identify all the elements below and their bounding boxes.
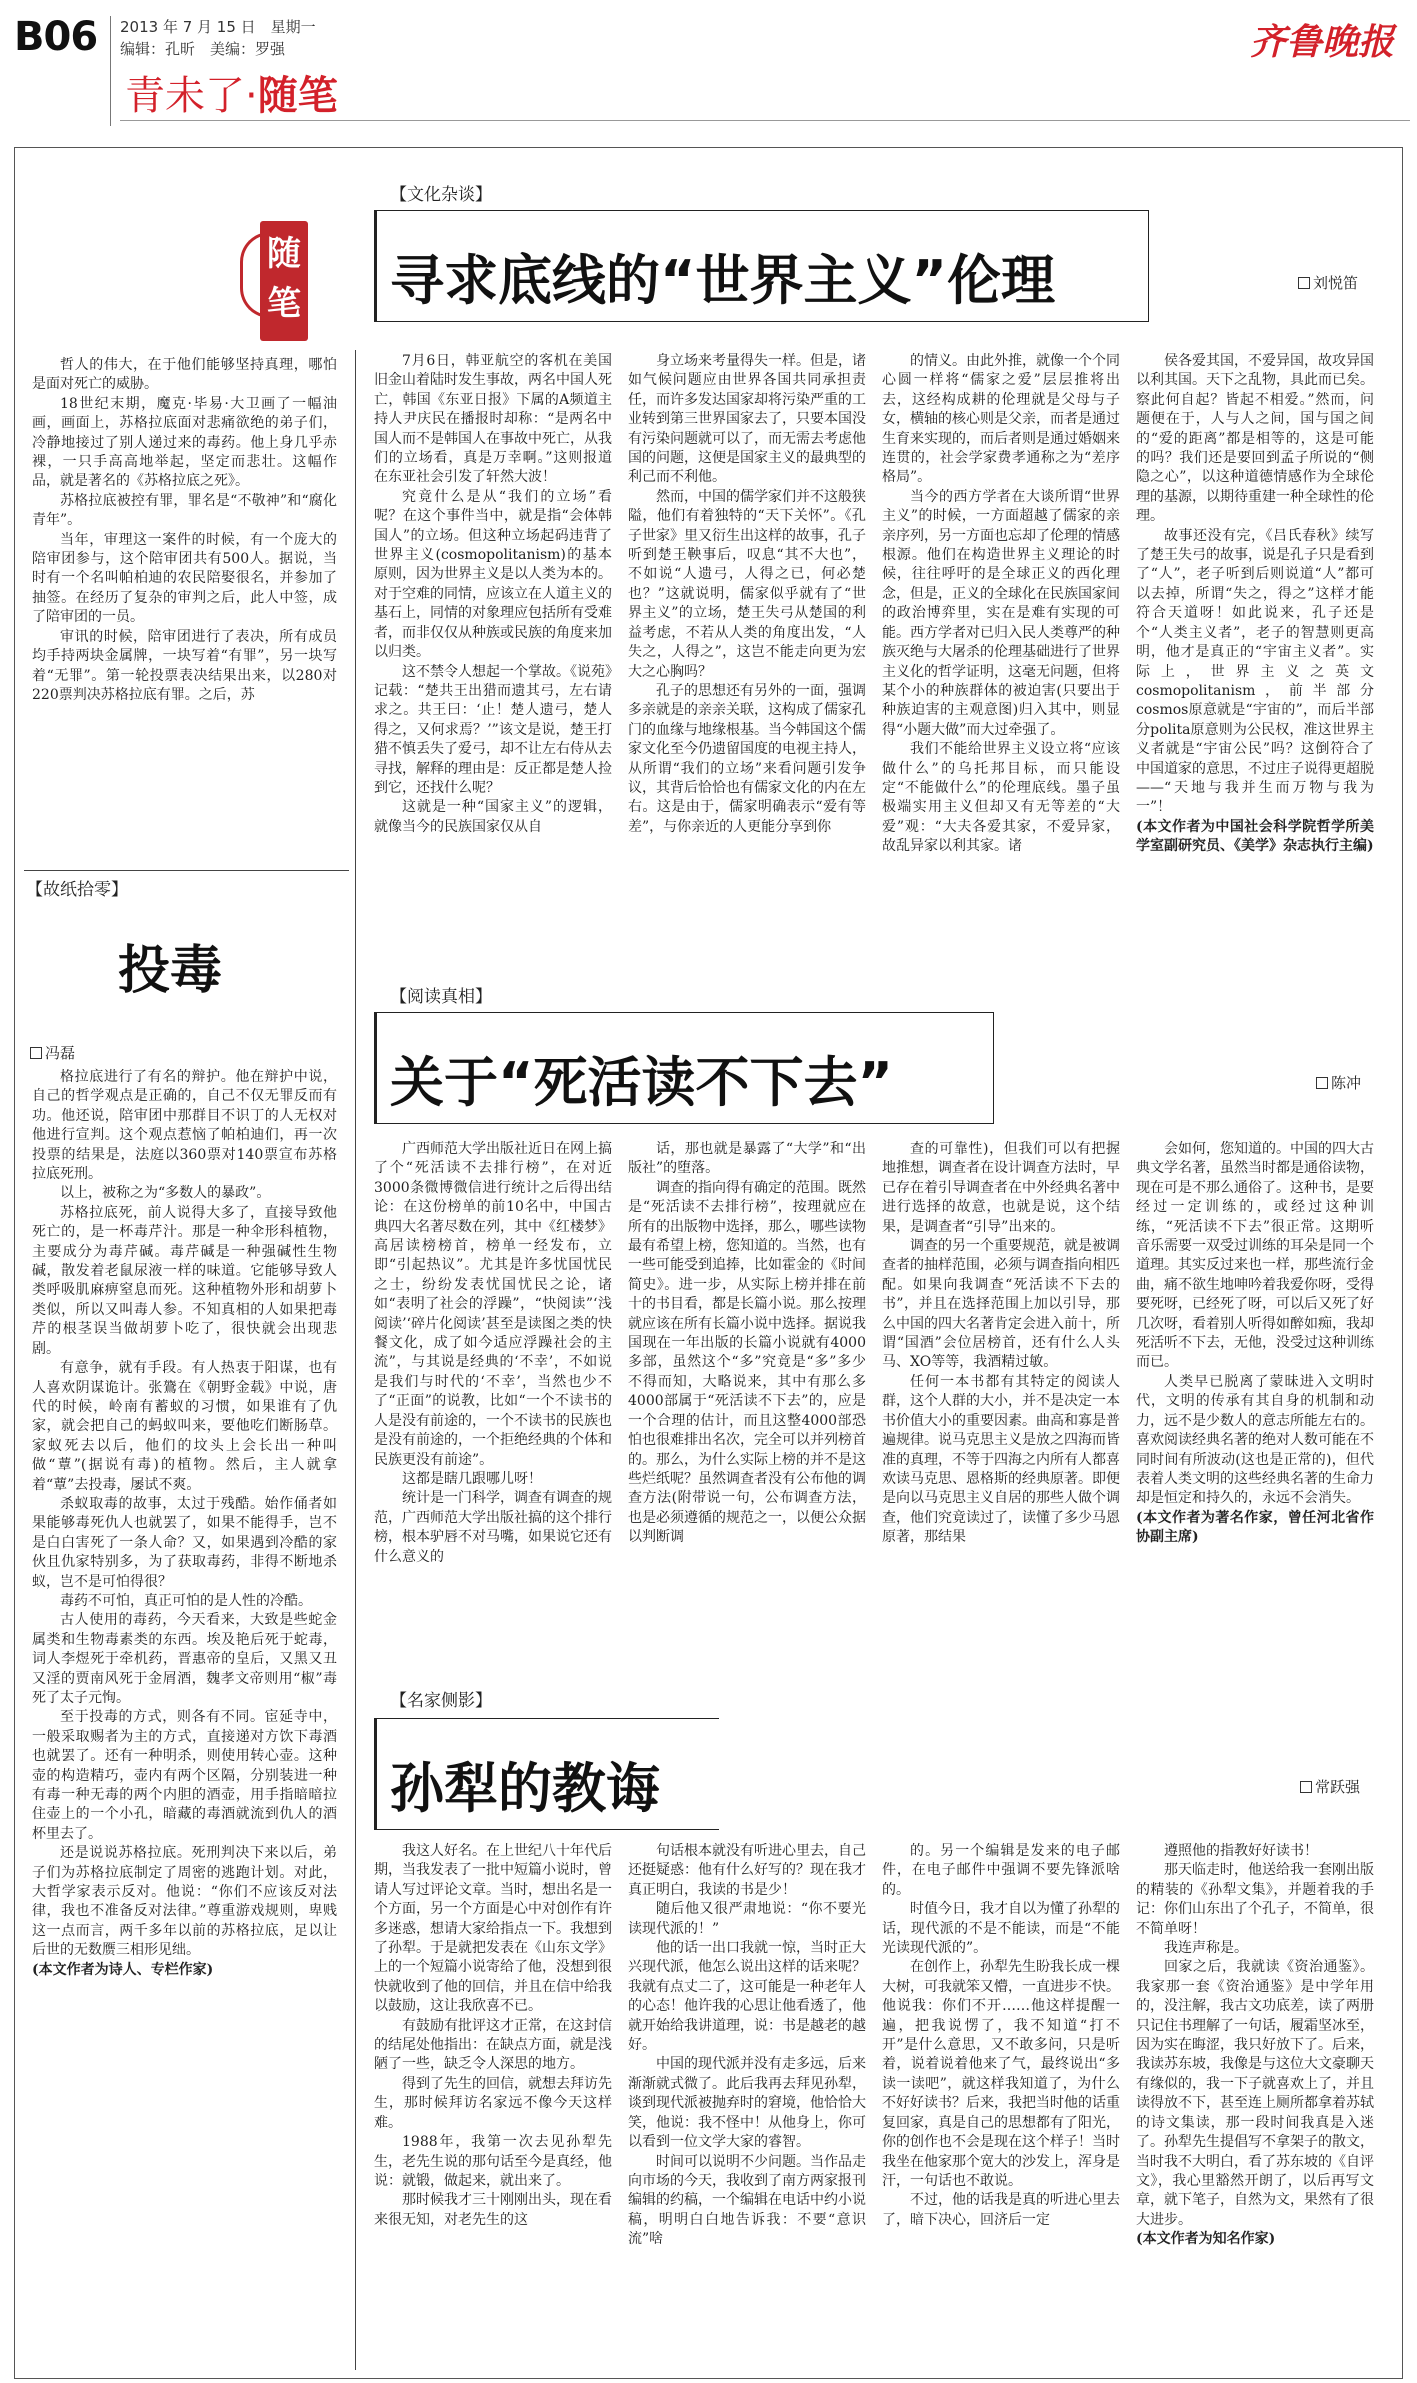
sunli-col-3: 的。另一个编辑是发来的电子邮件，在电子邮件中强调不要先锋派啥的。 时值今日，我才自以为懂了孙犁的话，现代派的不是不能读，而是“不能光读现代派的”。 在创作上，孙犁先生盼我长成一棵大树，可我就笨又懵，一直进步不快。他说我：你们不开……他这样提醒一遍，把我说愣了，我不知道“打不开”是什么意思，又不敢多问，只是听着，说着说着他来了气，最终说出“多读一读吧”，就这样我知道了，为什么不好好读书？后来，我把当时他的话重复回家，真是自己的思想都有了阳光，你的创作也不会是现在这个样子！当时我坐在他家那个宽大的沙发上，浑身是汗，一句话也不敢说。 不过，他的话我是真的听进心里去了，暗下决心，回济后一定: [882, 1843, 1120, 2228]
sunli-col-2: 句话根本就没有听进心里去，自己还挺疑惑：他有什么好写的？现在我才真正明白，我读的书是少！ 随后他又很严肃地说：“你不要光读现代派的！” 他的话一出口我就一惊，当时正大兴现代派，他怎么说出这样的话来呢？我就有点丈二了，这可能是一种老年人的心态！他许我的心思让他看透了，他就开始给我讲道理，说：书是越老的越好。 中国的现代派并没有走多远，后来渐渐就式微了。此后我再去拜见孙犁，谈到现代派被抛弃时的窘境，他恰恰大笑，他说：我不怪中！从他身上，你可以看到一位文学大家的睿智。 时间可以说明不少问题。当作品走向市场的今天，我收到了南方两家报刊编辑的约稿，一个编辑在电话中约小说稿，明明白白地告诉我：不要“意识流”啥: [628, 1843, 866, 2248]
left-column-divider: [355, 350, 356, 2370]
sunli-col-4: 遵照他的指教好好读书！ 那天临走时，他送给我一套刚出版的精装的《孙犁文集》，并题着我的手记：你们山东出了个孔子，不简单，很不简单呀！ 我连声称是。 回家之后，我就读《资治通鉴》。我家那一套《资治通鉴》是中学年用的，没注解，我古文功底差，读了两册只记住书理解了一句话，履霜坚冰至，因为实在晦涩，我只好放下了。后来，我读苏东坡，我像是与这位大文豪聊天有缘似的，我一下子就喜欢上了，并且读得放不下，甚至连上厕所都拿着苏轼的诗文集读，那一段时间我真是入迷了。孙犁先生提倡写不拿架子的散文，当时我不大明白，看了苏东坡的《自评文》，我心里豁然开朗了，以后再写文章，就下笔子，自然为文，果然有了很大进步。 (本文作者为知名作家): [1136, 1843, 1374, 2248]
poison-tag: 【故纸拾零】: [26, 880, 128, 900]
reading-col-1: 广西师范大学出版社近日在网上搞了个“死活读不去排行榜”，在对近3000条微博微信进行统计之后得出结论：在这份榜单的前10名中，中国古典四大名著尽数在列，其中《红楼梦》高居读榜榜首，榜单一经发布，立即“引起热议”。尤其是许多忧国忧民之士，纷纷发表忧国忧民之论，诸如“表明了社会的浮躁”，“快阅读”‘浅阅读’‘碎片化阅读’甚至是读图之类的快餐文化，成了如今适应浮躁社会的主流”，与其说是经典的‘不幸’，不如说是我们与时代的‘不幸’，当然也少不了“正面”的说教，比如“一个不读书的人是没有前途的，一个不读书的民族也是没有前途的，一个拒绝经典的个体和民族更没有前途”。 这都是瞎几跟哪儿呀！ 统计是一门科学，调查有调查的规范，广西师范大学出版社搞的这个排行榜，根本驴唇不对马嘴，如果说它还有什么意义的: [374, 1141, 612, 1565]
world-title: 寻求底线的“世界主义”伦理: [390, 249, 1055, 312]
reading-author: 陈冲: [1316, 1072, 1361, 1093]
world-tag: 【文化杂谈】: [390, 185, 492, 205]
poison-article-body: 格拉底进行了有名的辩护。他在辩护中说，自己的哲学观点是正确的，自己不仅无罪反而有功。他还说，陪审团中那群目不识丁的人无权对他进行宣判。这个观点惹恼了帕柏迪们，再一次投票的结果是，法庭以360票对140票宣布苏格拉底死刑。 以上，被称之为“多数人的暴政”。 苏格拉底死，前人说得大多了，直接导致他死亡的，是一杯毒芹汁。那是一种伞形科植物，主要成分为毒芹碱。毒芹碱是一种强碱性生物碱，散发着老鼠尿液一样的味道。它能够导致人类呼吸肌麻痹窒息而死。这种植物外形和胡萝卜类似，所以又叫毒人参。不知真相的人如果把毒芹的根茎误当做胡萝卜吃了，很快就会出现悲剧。 有意争，就有手段。有人热衷于阳谋，也有人喜欢阴谋诡计。张鷟在《朝野金载》中说，唐代的时候，岭南有蓄蚁的习惯，如果谁有了仇家，就会把自己的蚂蚁叫来，要他吃们断肠草。家蚁死去以后，他们的坟头上会长出一种叫做“蕈”(据说有毒)的植物。然后，主人就拿着“蕈”去投毒，屡试不爽。 杀蚁取毒的故事，太过于残酷。始作俑者如果能够毒死仇人也就罢了，如果不能得手，岂不是白白害死了一条人命？又，如果遇到冷酷的家伙且仇家特别多，为了获取毒药，非得不断地杀蚁，岂不是可怕得很？ 毒药不可怕，真正可怕的是人性的冷酷。 古人使用的毒药，今天看来，大致是些蛇金属类和生物毒素类的东西。埃及艳后死于蛇毒，词人李煜死于牵机药，晋惠帝的皇后，又黑又丑又淫的贾南风死于金屑酒，魏孝文帝则用“椒”毒死了太子元恂。 至于投毒的方式，则各有不同。宦延寺中，一般采取赐者为主的方式，直接递对方饮下毒酒也就罢了。还有一种明杀，则使用转心壶。这种壶的构造精巧，壶内有两个区隔，分别装进一种有毒一种无毒的两个内胆的酒壶，用手指暗暗拉住壶上的一个小孔，暗藏的毒酒就流到仇人的酒杯里去了。 还是说说苏格拉底。死刑判决下来以后，弟子们为苏格拉底制定了周密的逃跑计划。对此，大哲学家表示反对。他说：“你们不应该反对法律，我也不准备反对法律。”尊重游戏规则，卑贱这一点而言，两千多年以前的苏格拉底，足以让后世的无数赝三相形见绌。 (本文作者为诗人、专栏作家): [32, 1069, 337, 1978]
poison-author: 冯磊: [30, 1042, 75, 1063]
reading-col-2: 话，那也就是暴露了“大学”和“出版社”的堕落。 调查的指向得有确定的范围。既然是“死活读不去排行榜”，按理就应在所有的出版物中选择，那么，哪些读物最有希望上榜，您知道的。当然，也有一些可能受到追捧，比如霍金的《时间简史》。进一步，从实际上榜并排在前十的书目看，都是长篇小说。那么按理就应该在所有长篇小说中选择。据说我国现在一年出版的长篇小说就有4000多部，虽然这个“多”究竟是“多”多少不得而知，大略说来，其中有那么多4000部属于“死活读不下去”的，应是一个合理的估计，而且这整4000部恐怕也很难排出名次，完全可以并列榜首的。那么，为什么实际上榜的并不是这些烂纸呢？虽然调查者没有公布他的调查方法(附带说一句，公布调查方法，也是必须遵循的规范之一，以便公众据以判断调: [628, 1141, 866, 1546]
reading-tag: 【阅读真相】: [390, 987, 492, 1007]
page-code: B06: [14, 14, 98, 60]
world-col-2: 身立场来考量得失一样。但是，诸如气候问题应由世界各国共同承担责任，而许多发达国家却将污染严重的工业转到第三世界国家去了，只要本国没有污染问题就可以了，而无需去考虑他国的问题，这便是国家主义的最典型的利己而不利他。 然而，中国的儒学家们并不这般狭隘，他们有着独特的“天下关怀”。《孔子世家》里又衍生出这样的故事，孔子听到楚王鞅事后，叹息“其不大也”，不如说“人遗弓，人得之已，何必楚也？”这就说明，儒家似乎就有了“世界主义”的立场，楚王失弓从楚国的利益考虑，不若从人类的角度出发，“人失之，人得之”，这岂不能走向更为宏大之心胸吗？ 孔子的思想还有另外的一面，强调多亲就是的亲亲关联，这构成了儒家孔门的血缘与地缘根基。当今韩国这个儒家文化至今仍遗留国度的电视主持人，从所谓“我们的立场”来看问题引发争议，其背后恰恰也有儒家文化的内在左右。这是由于，儒家明确表示“爱有等差”，与你亲近的人更能分享到你: [628, 353, 866, 835]
sunli-title: 孙犁的教诲: [390, 1757, 660, 1820]
sunli-author: 常跃强: [1300, 1776, 1360, 1797]
world-col-4: 侯各爱其国，不爱异国，故攻异国以利其国。天下之乱物，具此而已矣。察此何自起？皆起不相爱。”然而，问题便在于，人与人之间，国与国之间的“爱的距离”都是相等的，这是可能的吗？我们还是要回到孟子所说的“侧隐之心”，以这种道德情感作为全球伦理的基源，以期待重建一种全球性的伦理。 故事还没有完，《吕氏春秋》续写了楚王失弓的故事，说是孔子只是看到了“人”，老子听到后则说道“人”都可以去掉，所谓“失之，得之”这样才能符合天道呀！如此说来，孔子还是个“人类主义者”，老子的智慧则更高明，他才是真正的“宇宙主义者”。实际上，世界主义之英文cosmopolitanism，前半部分cosmos原意就是“宇宙的”，而后半部分polita原意则为公民权，准这世界主义者就是“宇宙公民”吗？这倒符合了中国道家的意思，不过庄子说得更超脱——“天地与我并生而万物与我为一”！ (本文作者为中国社会科学院哲学所美学室副研究员、《美学》杂志执行主编): [1136, 353, 1374, 855]
suibi-seal: 随 笔: [260, 221, 308, 341]
sunli-col-1: 我这人好名。在上世纪八十年代后期，当我发表了一批中短篇小说时，曾请人写过评论文章。当时，想出名是一个方面，另一个方面是心中对创作有许多迷惑，想请大家给指点一下。我想到了孙犁。于是就把发表在《山东文学》上的一个短篇小说寄给了他，没想到很快就收到了他的回信，并且在信中给我以鼓励，这让我欣喜不已。 有鼓励有批评这才正常，在这封信的结尾处他指出：在缺点方面，就是浅陋了一些，缺乏令人深思的地方。 得到了先生的回信，就想去拜访先生，那时候拜访名家远不像今天这样难。 1988年，我第一次去见孙犁先生，老先生说的那句话至今是真经，他说：就锻，做起来，就出来了。 那时候我才三十刚刚出头，现在看来很无知，对老先生的这: [374, 1843, 612, 2228]
date-line: 2013 年 7 月 15 日 星期一: [120, 18, 316, 36]
header-rule: [120, 120, 1410, 121]
newspaper-brand-logo: 齐鲁晚报: [1250, 21, 1395, 63]
reading-col-3: 查的可靠性)，但我们可以有把握地推想，调查者在设计调查方法时，早已存在着引导调查者在中外经典名著中进行选择的故意，也就是说，这个结果，是调查者“引导”出来的。 调查的另一个重要规范，就是被调查者的抽样范围，必须与调查指向相匹配。如果向我调查“死活读不下去的书”，并且在选择范围上加以引导，那么中国的四大名著肯定会进入前十，所谓“国酒”会位居榜首，还有什么人头马、XO等等，我酒精过敏。 任何一本书都有其特定的阅读人群，这个人群的大小，并不是决定一本书价值大小的重要因素。曲高和寡是普遍规律。说马克思主义是放之四海而皆准的真理，不等于四海之内所有人都喜欢读马克思、恩格斯的经典原著。即便是向以马克思主义自居的那些人做个调查，他们究竟读过了，读懂了多少马恩原著，那结果: [882, 1141, 1120, 1546]
poison-article-top: 哲人的伟大，在于他们能够坚持真理，哪怕是面对死亡的威胁。 18世纪末期，魔克·毕易·大卫画了一幅油画，画面上，苏格拉底面对悲痛欲绝的弟子们，冷静地接过了别人递过来的毒药。他上身几乎赤裸，一只手高高地举起，坚定而悲壮。这幅作品，就是著名的《苏格拉底之死》。 苏格拉底被控有罪，罪名是“不敬神”和“腐化青年”。 当年，审理这一案件的时候，有一个庞大的陪审团参与，这个陪审团共有500人。据说，当时有一个名叫帕柏迪的农民陪娶很名，并参加了抽签。在经历了复杂的审判之后，此人中签，成了陪审团的一员。 审讯的时候，陪审团进行了表决，所有成员均手持两块金属牌，一块写着“有罪”，另一块写着“无罪”。第一轮投票表决结果出来，以280对220票判决苏格拉底有罪。之后，苏: [32, 357, 337, 703]
section-title: [125, 64, 338, 121]
poison-rule: [24, 870, 349, 871]
header-divider: [110, 16, 111, 126]
world-author: 刘悦笛: [1298, 272, 1358, 293]
reading-title: 关于“死活读不下去”: [390, 1051, 893, 1114]
poison-title: 投毒: [118, 941, 223, 1001]
sunli-tag: 【名家侧影】: [390, 1691, 492, 1711]
world-col-1: 7月6日，韩亚航空的客机在美国旧金山着陆时发生事故，两名中国人死亡，韩国《东亚日报》下属的A频道主持人尹庆民在播报时却称：“是两名中国人而不是韩国人在事故中死亡，从我们的立场看，真是万幸啊。”这则报道在东亚社会引发了轩然大波！ 究竟什么是从“我们的立场”看呢？在这个事件当中，就是指“会体韩国人”的立场。但这种立场起码违背了世界主义(cosmopolitanism)的基本原则，因为世界主义是以人类为本的。对于空难的同情，应该立在人道主义的基石上，同情的对象理应包括所有受难者，而非仅仅从种族或民族的角度来加以归类。 这不禁令人想起一个掌故。《说苑》记载：“楚共王出猎而遗其弓，左右请求之。共王曰：‘止！楚人遗弓，楚人得之，又何求焉？’”该文是说，楚王打猎不慎丢失了爱弓，却不让左右侍从去寻找，解释的理由是：反正都是楚人捡到它，还找什么呢？ 这就是一种“国家主义”的逻辑，就像当今的民族国家仅从自: [374, 353, 612, 835]
section-prefix: 青未了·: [125, 73, 258, 119]
world-col-3: 的情义。由此外推，就像一个个同心圆一样将“儒家之爱”层层推将出去，这经构成耕的伦理就是父母与子女，横轴的核心则是父亲，而者是通过生育来实现的，而后者则是通过婚姻来连贯的，社会学家费孝通称之为“差序格局”。 当今的西方学者在大谈所谓“世界主义”的时候，一方面超越了儒家的亲亲序列，另一方面也忘却了伦理的情感根源。他们在构造世界主义理论的时候，往往呼吁的是全球正义的西化理念，但是，正义的全球化在民族国家间的政治博弈里，实在是难有实现的可能。西方学者对已归入民人类尊严的种族灭绝与大屠杀的伦理基础进行了世界主义化的哲学证明，这毫无问题，但将某个小的种族群体的被迫害(只要出于种族迫害的主观意图)归入其中，则显得“小题大做”而大过牵强了。 我们不能给世界主义设立将“应该做什么”的乌托邦目标，而只能设定“不能做什么”的伦理底线。墨子虽极端实用主义但却又有无等差的“大爱”观：“大夫各爱其家，不爱异家，故乱异家以利其家。诸: [882, 353, 1120, 855]
section-name: 随笔: [257, 73, 338, 119]
editor-line: 编辑：孔昕 美编：罗强: [120, 40, 286, 58]
reading-col-4: 会如何，您知道的。中国的四大古典文学名著，虽然当时都是通俗读物，现在可是不那么通俗了。这种书，是要经过一定训练的，或经过这种训练，“死活读不下去”很正常。这期听音乐需要一双受过训练的耳朵是同一个道理。其实反过来也一样，那些流行金曲，痛不欲生地呻吟着我爱你呀，受得要死呀，已经死了呀，可以后又死了好几次呀，看着别人听得如醉如痴，我却死活听不下去，无他，没受过这种训练而已。 人类早已脱离了蒙昧进入文明时代，文明的传承有其自身的机制和动力，远不是少数人的意志所能左右的。喜欢阅读经典名著的绝对人数可能在不同时间有所波动(这也是正常的)，但代表着人类文明的这些经典名著的生命力却是恒定和持久的，永远不会消失。 (本文作者为著名作家，曾任河北省作协副主席): [1136, 1141, 1374, 1546]
